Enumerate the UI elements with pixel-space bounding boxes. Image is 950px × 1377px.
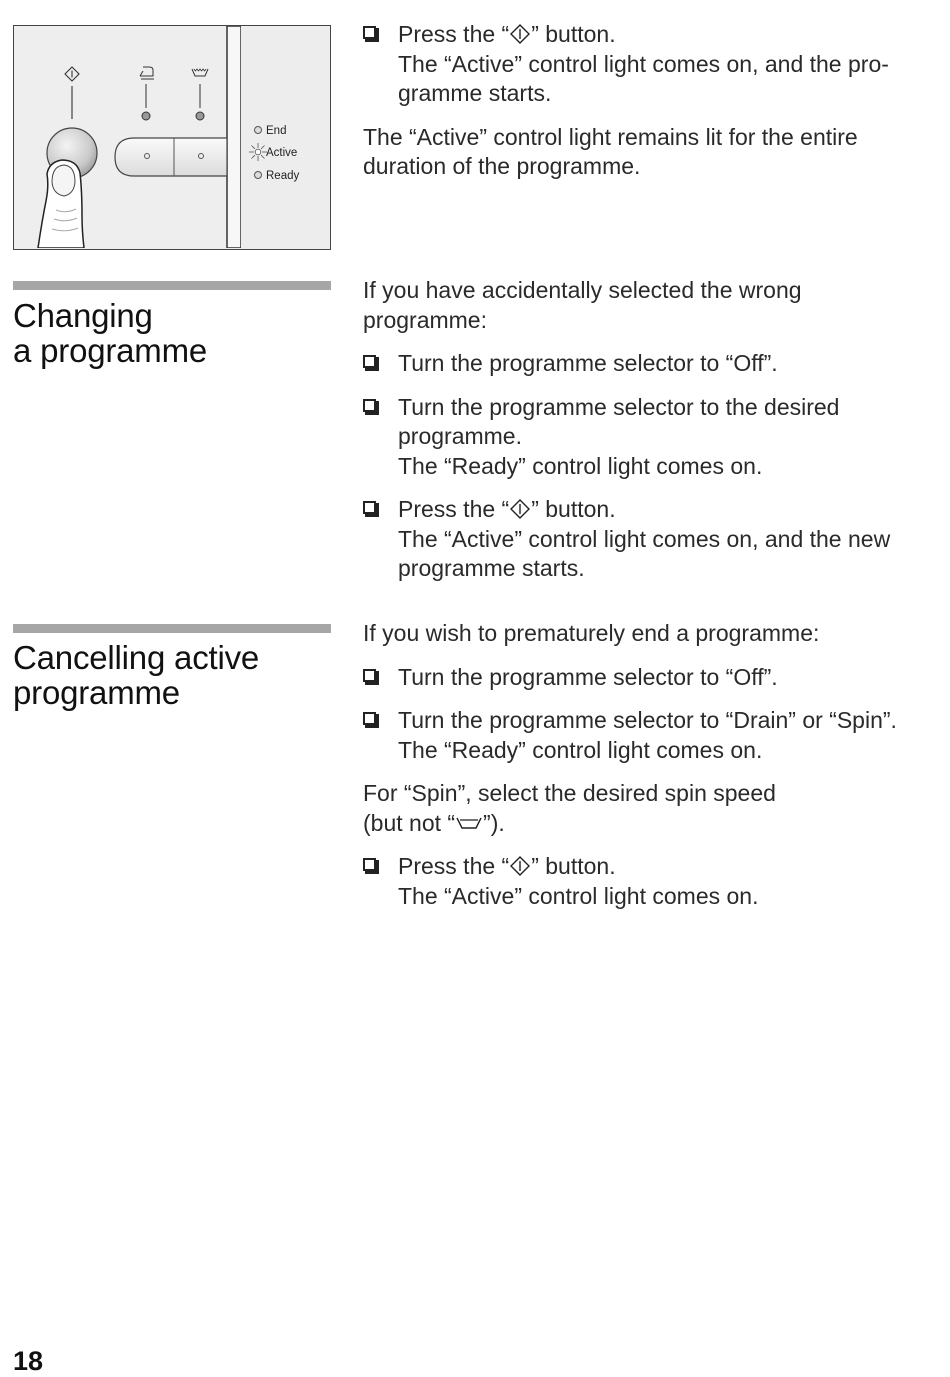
- paragraph: [363, 779, 943, 838]
- option-buttons: [115, 138, 227, 176]
- ready-indicator-light: [255, 172, 262, 179]
- control-panel-drawing: [14, 26, 329, 248]
- paragraph-line: programme:: [363, 306, 487, 333]
- checkbox-bullet-icon: [363, 712, 376, 725]
- section-heading-cancelling: [13, 640, 333, 710]
- step-result-text: The “Active” control light comes on.: [398, 882, 759, 909]
- page-number: 18: [13, 1346, 44, 1376]
- step-text: Turn the programme selector to “Off”.: [398, 663, 778, 690]
- iron-indicator-led: [142, 112, 150, 120]
- start-symbol-icon: [509, 855, 531, 877]
- step-result-text: The “Ready” control light comes on.: [398, 736, 763, 763]
- heading-line: Changing: [13, 297, 153, 334]
- start-instructions: [363, 20, 943, 182]
- instruction-step: [363, 852, 943, 911]
- step-text: Turn the programme selector to “Drain” or “Spin”.: [398, 707, 897, 733]
- step-text: programme.: [398, 423, 522, 449]
- drain-basin-icon: [455, 815, 483, 831]
- checkbox-bullet-icon: [363, 669, 376, 682]
- intro-paragraph: [363, 619, 943, 649]
- checkbox-bullet-icon: [363, 399, 376, 412]
- instruction-step: [363, 706, 943, 765]
- iron-icon: [140, 67, 154, 79]
- start-button-icon: [65, 67, 79, 81]
- active-indicator-light: [249, 143, 267, 161]
- paragraph-line: (but not “ ”).: [363, 809, 505, 836]
- heading-line: a programme: [13, 332, 208, 369]
- intro-paragraph: [363, 276, 943, 335]
- pressing-finger: [38, 160, 84, 248]
- checkbox-bullet-icon: [363, 26, 376, 39]
- paragraph-line: For “Spin”, select the desired spin speed: [363, 780, 776, 806]
- section-rule: [13, 281, 331, 290]
- start-symbol-icon: [509, 498, 531, 520]
- changing-instructions: [363, 276, 943, 584]
- instruction-step: [363, 663, 943, 693]
- section-rule: [13, 624, 331, 633]
- step-text: Turn the programme selector to “Off”.: [398, 350, 778, 376]
- instruction-step: [363, 393, 943, 482]
- step-text: Turn the programme selector to the desired: [398, 393, 840, 420]
- instruction-step: [363, 20, 943, 109]
- drain-basin-icon: [192, 69, 208, 76]
- step-result-text: The “Ready” control light comes on.: [398, 452, 763, 479]
- paragraph: [363, 123, 943, 182]
- instruction-step: [363, 495, 943, 584]
- step-result-text: gramme starts.: [398, 80, 552, 106]
- section-heading-changing: [13, 298, 333, 368]
- drain-indicator-led: [196, 112, 204, 120]
- end-indicator-light: [255, 127, 262, 134]
- paragraph-line: If you wish to prematurely end a programme:: [363, 620, 820, 646]
- checkbox-bullet-icon: [363, 858, 376, 871]
- paragraph-line: If you have accidentally selected the wrong: [363, 277, 802, 303]
- ready-indicator-label: Ready: [266, 170, 300, 182]
- step-result-text: programme starts.: [398, 555, 585, 581]
- step-result-text: The “Active” control light comes on, and the new: [398, 525, 891, 552]
- end-indicator-label: End: [266, 125, 287, 137]
- heading-line: Cancelling active: [13, 639, 260, 676]
- cancelling-instructions: [363, 619, 943, 911]
- active-indicator-label: Active: [266, 147, 298, 159]
- step-text: Press the “ ” button.: [398, 853, 616, 879]
- control-panel-illustration: [13, 25, 331, 250]
- step-text: Press the “ ” button.: [398, 21, 616, 47]
- checkbox-bullet-icon: [363, 501, 376, 514]
- start-symbol-icon: [509, 23, 531, 45]
- paragraph-line: duration of the programme.: [363, 153, 641, 179]
- heading-line: programme: [13, 674, 180, 711]
- checkbox-bullet-icon: [363, 355, 376, 368]
- paragraph-line: The “Active” control light remains lit for the entire: [363, 123, 858, 150]
- step-result-text: The “Active” control light comes on, and the pro-: [398, 50, 889, 77]
- step-text: Press the “ ” button.: [398, 496, 616, 522]
- instruction-step: [363, 349, 943, 379]
